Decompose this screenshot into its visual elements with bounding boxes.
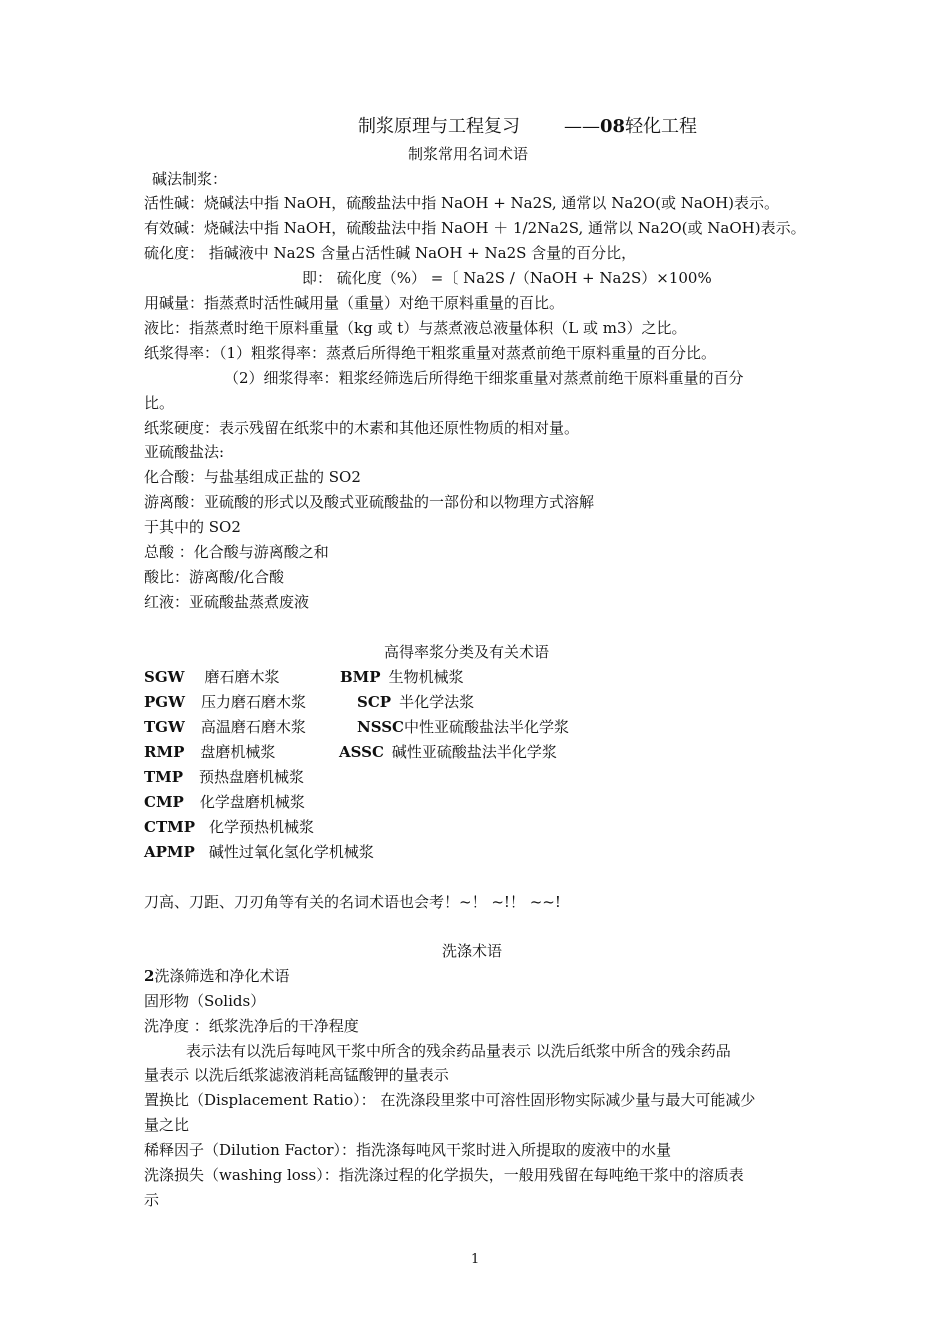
- alkali-pulping-heading: 碱法制浆：: [152, 170, 228, 188]
- pulp-type-item: TGW 高温磨石磨木浆: [144, 718, 306, 736]
- washing-subheading: 2洗涤筛选和净化术语: [144, 967, 290, 985]
- section-heading-washing: 洗涤术语: [442, 942, 503, 960]
- title-tail: 轻化工程: [625, 116, 698, 137]
- term-line: 量表示 以洗后纸浆滤液消耗高锰酸钾的量表示: [144, 1066, 449, 1084]
- term-line: 红液：亚硫酸盐蒸煮废液: [144, 593, 310, 611]
- term-line: 洗涤损失（washing loss）：指洗涤过程的化学损失，一般用残留在每吨绝干浆中的溶质表: [144, 1166, 744, 1184]
- term-line: 纸浆得率：（1）粗浆得率：蒸煮后所得绝干粗浆重量对蒸煮前绝干原料重量的百分比。: [144, 344, 717, 362]
- term-line: 用碱量：指蒸煮时活性碱用量（重量）对绝干原料重量的百比。: [144, 294, 565, 312]
- term-line: 示: [144, 1191, 160, 1209]
- section-heading-high-yield: 高得率浆分类及有关术语: [384, 643, 550, 661]
- sulfite-heading: 亚硫酸盐法:: [144, 443, 225, 461]
- term-line: 于其中的 SO2: [144, 518, 241, 536]
- title-number: 08: [600, 116, 626, 137]
- term-line: 化合酸：与盐基组成正盐的 SO2: [144, 468, 361, 486]
- term-line: 总酸 ：化合酸与游离酸之和: [144, 543, 329, 561]
- term-line: 量之比: [144, 1116, 190, 1134]
- term-line: 酸比：游离酸/化合酸: [144, 568, 285, 586]
- term-line: 游离酸：亚硫酸的形式以及酸式亚硫酸盐的一部份和以物理方式溶解: [144, 493, 595, 511]
- term-line: （2）细浆得率：粗浆经筛选后所得绝干细浆重量对蒸煮前绝干原料重量的百分: [224, 369, 744, 387]
- section-heading-terms: 制浆常用名词术语: [408, 145, 529, 163]
- formula-line: 即： 硫化度（%） =〔 Na2S /（NaOH + Na2S）×100%: [302, 269, 712, 287]
- pulp-type-item: APMP 碱性过氧化氢化学机械浆: [144, 843, 374, 861]
- term-line: 置换比（Displacement Ratio）： 在洗涤段里浆中可溶性固形物实际减少量与最大可能减少: [144, 1091, 756, 1109]
- term-line: 稀释因子（Dilution Factor）：指洗涤每吨风干浆时进入所提取的废液中的水量: [144, 1141, 672, 1159]
- pulp-type-item: ASSC 碱性亚硫酸盐法半化学浆: [339, 743, 557, 761]
- page-number: 1: [471, 1252, 480, 1267]
- term-line: 有效碱：烧碱法中指 NaOH，硫酸盐法中指 NaOH ＋ 1/2Na2S, 通常以 Na2O(或 NaOH)表示。: [144, 219, 806, 237]
- term-line: 活性碱：烧碱法中指 NaOH，硫酸盐法中指 NaOH + Na2S, 通常以 Na2O(或 NaOH)表示。: [144, 194, 780, 212]
- pulp-type-item: CMP 化学盘磨机械浆: [144, 793, 305, 811]
- pulp-type-item: TMP 预热盘磨机械浆: [144, 768, 305, 786]
- pulp-type-item: PGW 压力磨石磨木浆: [144, 693, 306, 711]
- term-line: 固形物（Solids）: [144, 992, 266, 1010]
- term-line: 硫化度： 指碱液中 Na2S 含量占活性碱 NaOH + Na2S 含量的百分比，: [144, 244, 637, 262]
- term-line: 液比：指蒸煮时绝干原料重量（kg 或 t）与蒸煮液总液量体积（L 或 m3）之比。: [144, 319, 687, 337]
- term-line: 比。: [144, 394, 175, 412]
- page-title: [358, 115, 697, 139]
- pulp-type-item: RMP 盘磨机械浆: [144, 743, 276, 761]
- term-line: 纸浆硬度：表示残留在纸浆中的木素和其他还原性物质的相对量。: [144, 419, 580, 437]
- title-dash: ——: [564, 116, 600, 137]
- pulp-type-item: SGW 磨石磨木浆: [144, 668, 280, 686]
- pulp-type-item: SCP 半化学法浆: [357, 693, 475, 711]
- pulp-type-item: CTMP 化学预热机械浆: [144, 818, 314, 836]
- title-main: 制浆原理与工程复习: [358, 116, 520, 137]
- term-line: 表示法有以洗后每吨风干浆中所含的残余药品量表示 以洗后纸浆中所含的残余药品: [186, 1042, 731, 1060]
- exam-note: 刀高、刀距、刀刃角等有关的名词术语也会考！~！ ~!！ ~~!: [144, 893, 561, 911]
- pulp-type-item: BMP 生物机械浆: [340, 668, 464, 686]
- pulp-type-item: NSSC中性亚硫酸盐法半化学浆: [357, 718, 570, 736]
- term-line: 洗净度 ：纸浆洗净后的干净程度: [144, 1017, 359, 1035]
